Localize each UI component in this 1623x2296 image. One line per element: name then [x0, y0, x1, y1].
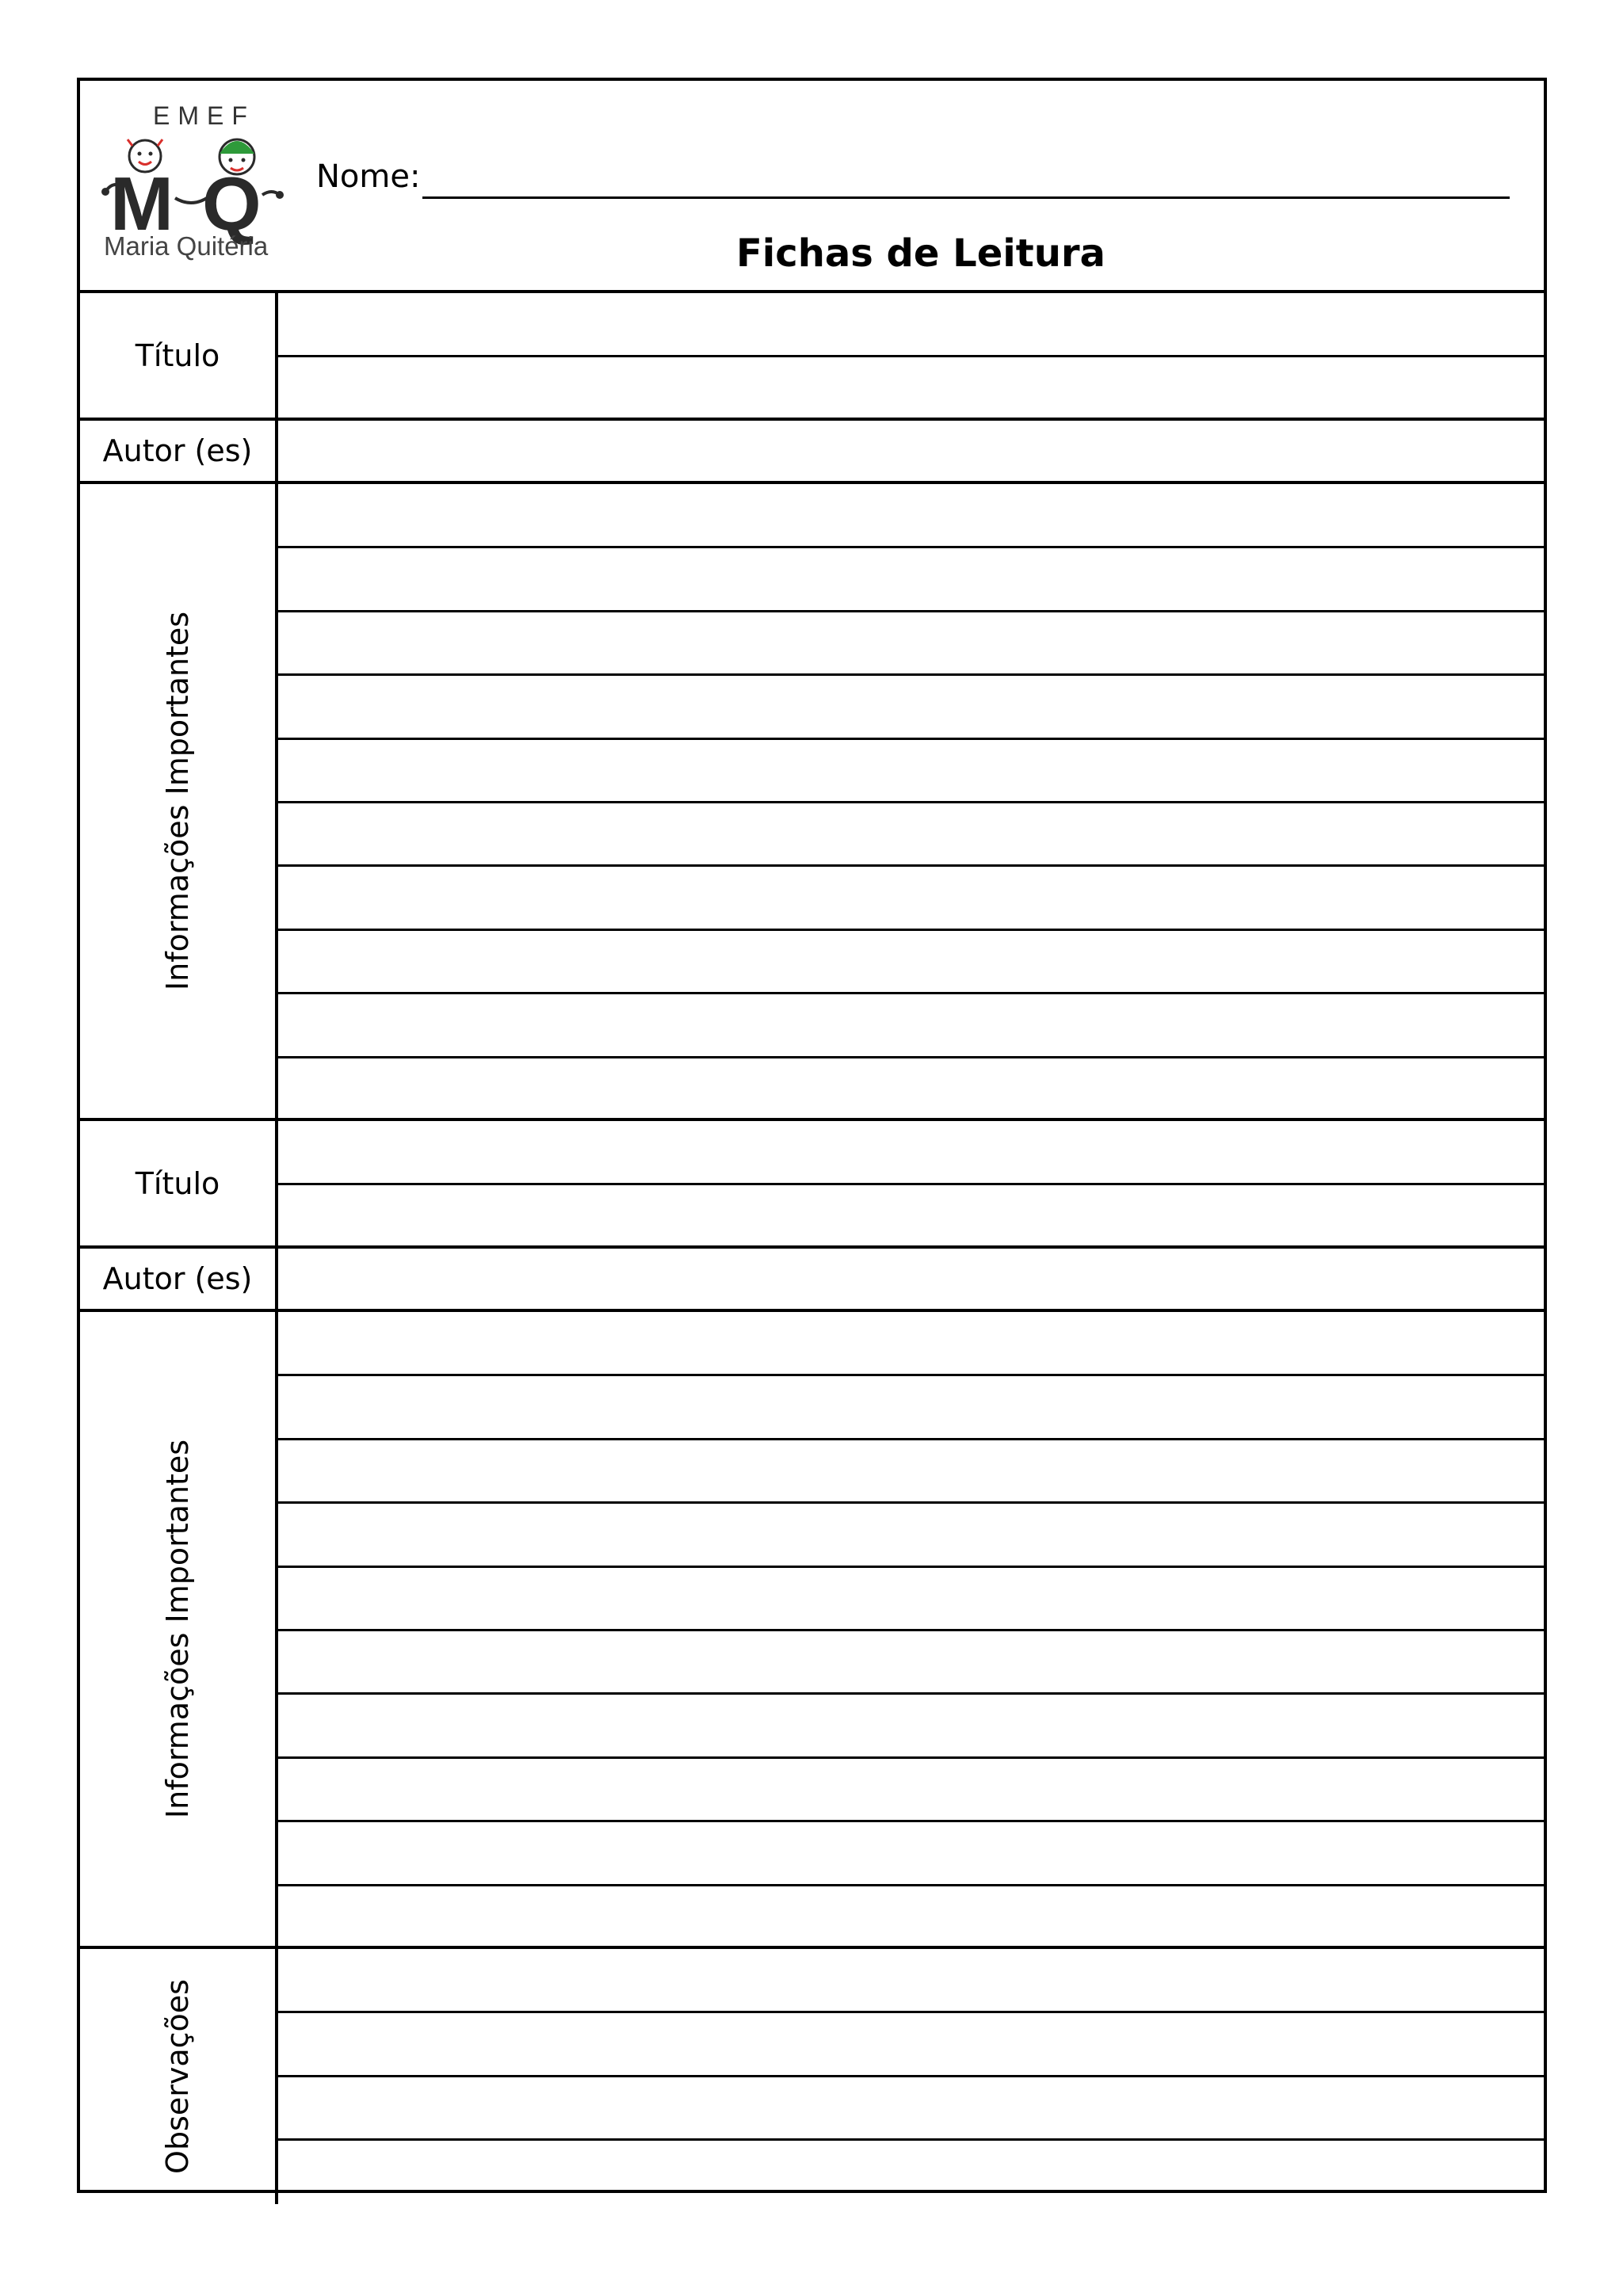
section-label-cell	[80, 1312, 278, 1946]
writing-line[interactable]	[278, 1501, 1544, 1504]
writing-area[interactable]	[278, 421, 1544, 481]
writing-line[interactable]	[278, 1820, 1544, 1822]
form-section	[80, 484, 1544, 1121]
writing-area[interactable]	[278, 1949, 1544, 2204]
writing-line[interactable]	[278, 673, 1544, 676]
form-section	[80, 421, 1544, 484]
writing-line[interactable]	[278, 1566, 1544, 1568]
section-label-cell	[80, 1121, 278, 1245]
section-label-cell	[80, 1249, 278, 1309]
writing-line[interactable]	[278, 2138, 1544, 2141]
section-label: Informações Importantes	[160, 1439, 196, 1819]
writing-line[interactable]	[278, 2011, 1544, 2013]
writing-line[interactable]	[278, 929, 1544, 931]
logo-school-name: Maria Quitéria	[104, 231, 269, 261]
form-section	[80, 1121, 1544, 1249]
writing-line[interactable]	[278, 738, 1544, 740]
writing-line[interactable]	[278, 1884, 1544, 1886]
svg-text:M: M	[110, 162, 174, 246]
writing-area[interactable]	[278, 484, 1544, 1118]
writing-line[interactable]	[278, 2075, 1544, 2077]
writing-line[interactable]	[278, 546, 1544, 548]
name-field-label: Nome:	[316, 158, 421, 195]
section-label-cell	[80, 484, 278, 1118]
writing-line[interactable]	[278, 1756, 1544, 1759]
form-section	[80, 1249, 1544, 1312]
logo-top-text: EMEF	[153, 101, 255, 130]
section-label-cell	[80, 421, 278, 481]
form-section	[80, 1312, 1544, 1949]
writing-line[interactable]	[278, 1629, 1544, 1631]
reading-form-sheet	[77, 78, 1547, 2193]
school-logo	[96, 97, 302, 275]
section-label: Autor (es)	[102, 1261, 253, 1296]
form-section	[80, 1949, 1544, 2204]
writing-line[interactable]	[278, 864, 1544, 867]
section-label-cell	[80, 293, 278, 418]
writing-area[interactable]	[278, 293, 1544, 418]
writing-line[interactable]	[278, 355, 1544, 357]
section-label-cell	[80, 1949, 278, 2204]
writing-line[interactable]	[278, 801, 1544, 803]
section-label: Título	[135, 338, 220, 373]
writing-line[interactable]	[278, 1438, 1544, 1440]
section-label: Título	[135, 1165, 220, 1201]
form-header	[80, 81, 1544, 293]
writing-line[interactable]	[278, 610, 1544, 612]
writing-line[interactable]	[278, 992, 1544, 994]
writing-line[interactable]	[278, 1056, 1544, 1058]
name-field-line[interactable]	[422, 196, 1510, 199]
section-label: Observações	[160, 1979, 195, 2174]
writing-line[interactable]	[278, 1692, 1544, 1695]
svg-text:Q: Q	[202, 162, 262, 246]
writing-area[interactable]	[278, 1249, 1544, 1309]
writing-area[interactable]	[278, 1121, 1544, 1245]
section-label: Informações Importantes	[160, 611, 196, 991]
section-label: Autor (es)	[102, 433, 253, 468]
page-title: Fichas de Leitura	[736, 231, 1106, 276]
form-section	[80, 293, 1544, 421]
writing-area[interactable]	[278, 1312, 1544, 1946]
writing-line[interactable]	[278, 1374, 1544, 1376]
writing-line[interactable]	[278, 1183, 1544, 1185]
